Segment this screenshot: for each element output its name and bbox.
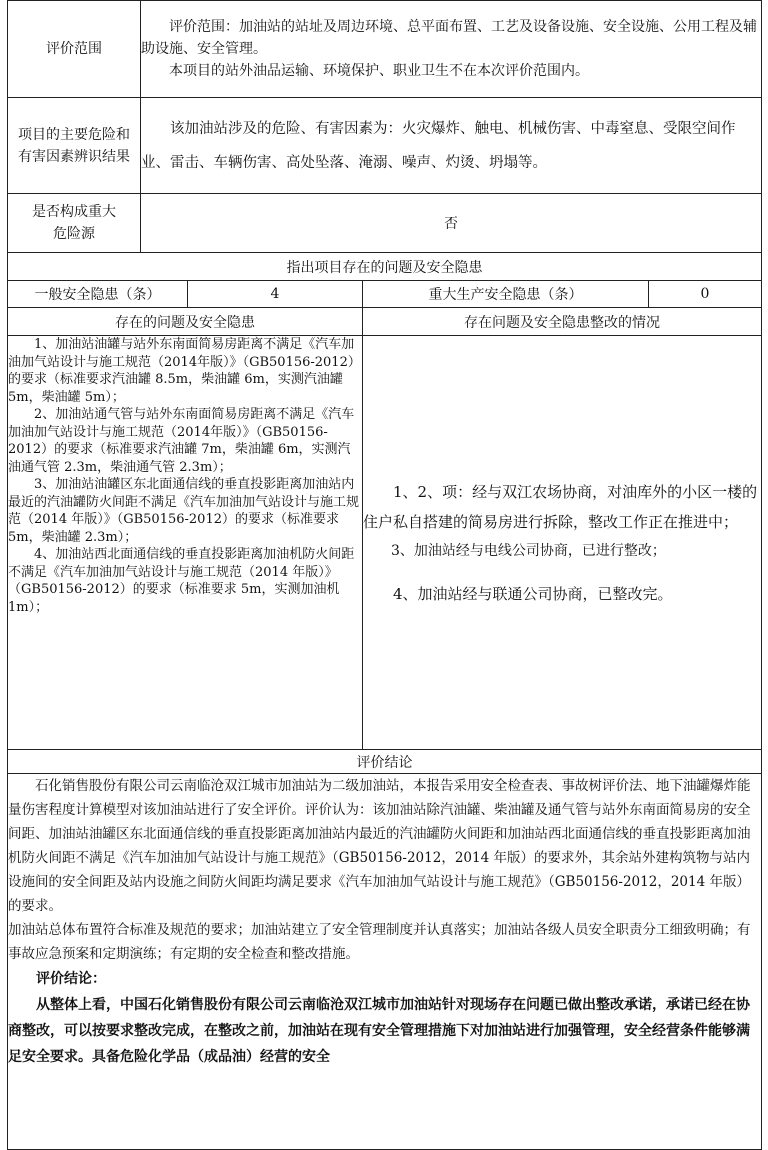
- issue-item: 4、加油站西北面通信线的垂直投影距离加油机防火间距不满足《汽车加油加气站设计与施工规范（2014 年版）》（GB50156-2012）的要求（标准要求 5m，实测加油机 1m）；: [8, 547, 355, 615]
- major-hazard-row: [8, 194, 762, 253]
- conclusion-paragraph-3: 从整体上看，中国石化销售股份有限公司云南临沧双江城市加油站针对现场存在问题已做出整改承诺，承诺已经在协商整改，可以按要求整改完成，在整改之前，加油站在现有安全管理措施下对加油站进行加强管理，安全经营条件能够满足安全要求。具备危险化学品（成品油）经营的安全: [8, 997, 750, 1065]
- rectification-list: [363, 336, 762, 750]
- rectification-item: 1、2、项：经与双江农场协商，对油库外的小区一楼的住户私自搭建的简易房进行拆除，整改工作正在推进中；: [363, 482, 758, 531]
- conclusion-paragraph-2: 加油站总体布置符合标准及规范的要求；加油站建立了安全管理制度并认真落实；加油站各级人员安全职责分工细致明确；有事故应急预案和定期演练；有定期的安全检查和整改措施。: [8, 922, 751, 962]
- conclusion-header-row: [8, 750, 762, 774]
- conclusion-body: [8, 774, 762, 1150]
- columns-header-row: [8, 308, 762, 336]
- general-hazard-label: 一般安全隐患（条）: [8, 281, 188, 308]
- major-hazard-value: 否: [141, 194, 762, 253]
- scope-text-2: 本项目的站外油品运输、环境保护、职业卫生不在本次评价范围内。: [169, 63, 589, 79]
- conclusion-paragraph-1: 石化销售股份有限公司云南临沧双江城市加油站为二级加油站，本报告采用安全检查表、事故树评价法、地下油罐爆炸能量伤害程度计算模型对该加油站进行了安全评价。评价认为：该加油站除汽油罐、柴油罐及通气管与站外东南面简易房的安全间距、加油站油罐区东北面通信线的垂直投影距离加油站内最近的汽油罐防火间距和加油站西北面通信线的垂直投影距离加油机防火间距不满足《汽车加油加气站设计与施工规范》（GB50156-2012，2014 年版）的要求外，其余站外建构筑物与站内设施间的安全间距及站内设施之间防火间距均满足要求《汽车加油加气站设计与施工规范》（GB50156-2012，2014 年版）的要求。: [8, 778, 751, 914]
- rectification-item: 3、加油站经与电线公司协商，已进行整改；: [391, 542, 666, 559]
- counts-row: [8, 281, 762, 308]
- major-hazard-count-label: 重大生产安全隐患（条）: [363, 281, 649, 308]
- issue-item: 1、加油站油罐与站外东南面简易房距离不满足《汽车加油加气站设计与施工规范（2014年版）》（GB50156-2012）的要求（标准要求汽油罐 8.5m，柴油罐 6m，实测汽油罐 5m，柴油罐 5m）；: [8, 337, 361, 405]
- major-hazard-count: 0: [649, 281, 762, 308]
- hazards-row: [8, 98, 762, 194]
- issues-column-header: 存在的问题及安全隐患: [8, 308, 363, 336]
- problems-header: 指出项目存在的问题及安全隐患: [8, 253, 762, 281]
- hazards-text: 该加油站涉及的危险、有害因素为：火灾爆炸、触电、机械伤害、中毒窒息、受限空间作业、雷击、车辆伤害、高处坠落、淹溺、噪声、灼烫、坍塌等。: [141, 98, 762, 194]
- scope-row: [8, 1, 762, 98]
- conclusion-row: [8, 774, 762, 1150]
- problems-header-row: [8, 253, 762, 281]
- conclusion-header: 评价结论: [8, 750, 762, 774]
- evaluation-table: [7, 0, 762, 1150]
- rectification-item: 4、加油站经与联通公司协商，已整改完。: [393, 584, 673, 603]
- scope-text-1: 评价范围：加油站的站址及周边环境、总平面布置、工艺及设备设施、安全设施、公用工程及辅助设施、安全管理。: [141, 19, 757, 57]
- conclusion-subheading: 评价结论：: [36, 971, 106, 987]
- issues-list: [8, 336, 363, 750]
- major-hazard-label: 是否构成重大危险源: [8, 194, 141, 253]
- general-hazard-count: 4: [188, 281, 363, 308]
- rectification-column-header: 存在问题及安全隐患整改的情况: [363, 308, 762, 336]
- hazards-label: 项目的主要危险和有害因素辨识结果: [8, 98, 141, 194]
- scope-label: 评价范围: [8, 1, 141, 98]
- issues-row: [8, 336, 762, 750]
- issue-item: 3、加油站油罐区东北面通信线的垂直投影距离加油站内最近的汽油罐防火间距不满足《汽车加油加气站设计与施工规范（2014 年版）》（GB50156-2012）的要求（标准要求 5m，柴油罐 2.3m）；: [8, 477, 360, 545]
- scope-content: [141, 1, 762, 98]
- issue-item: 2、加油站通气管与站外东南面简易房距离不满足《汽车加油加气站设计与施工规范（2014年版）》（GB50156-2012）的要求（标准要求汽油罐 7m，柴油罐 6m，实测汽油通气管 2.3m，柴油通气管 2.3m）；: [8, 407, 355, 475]
